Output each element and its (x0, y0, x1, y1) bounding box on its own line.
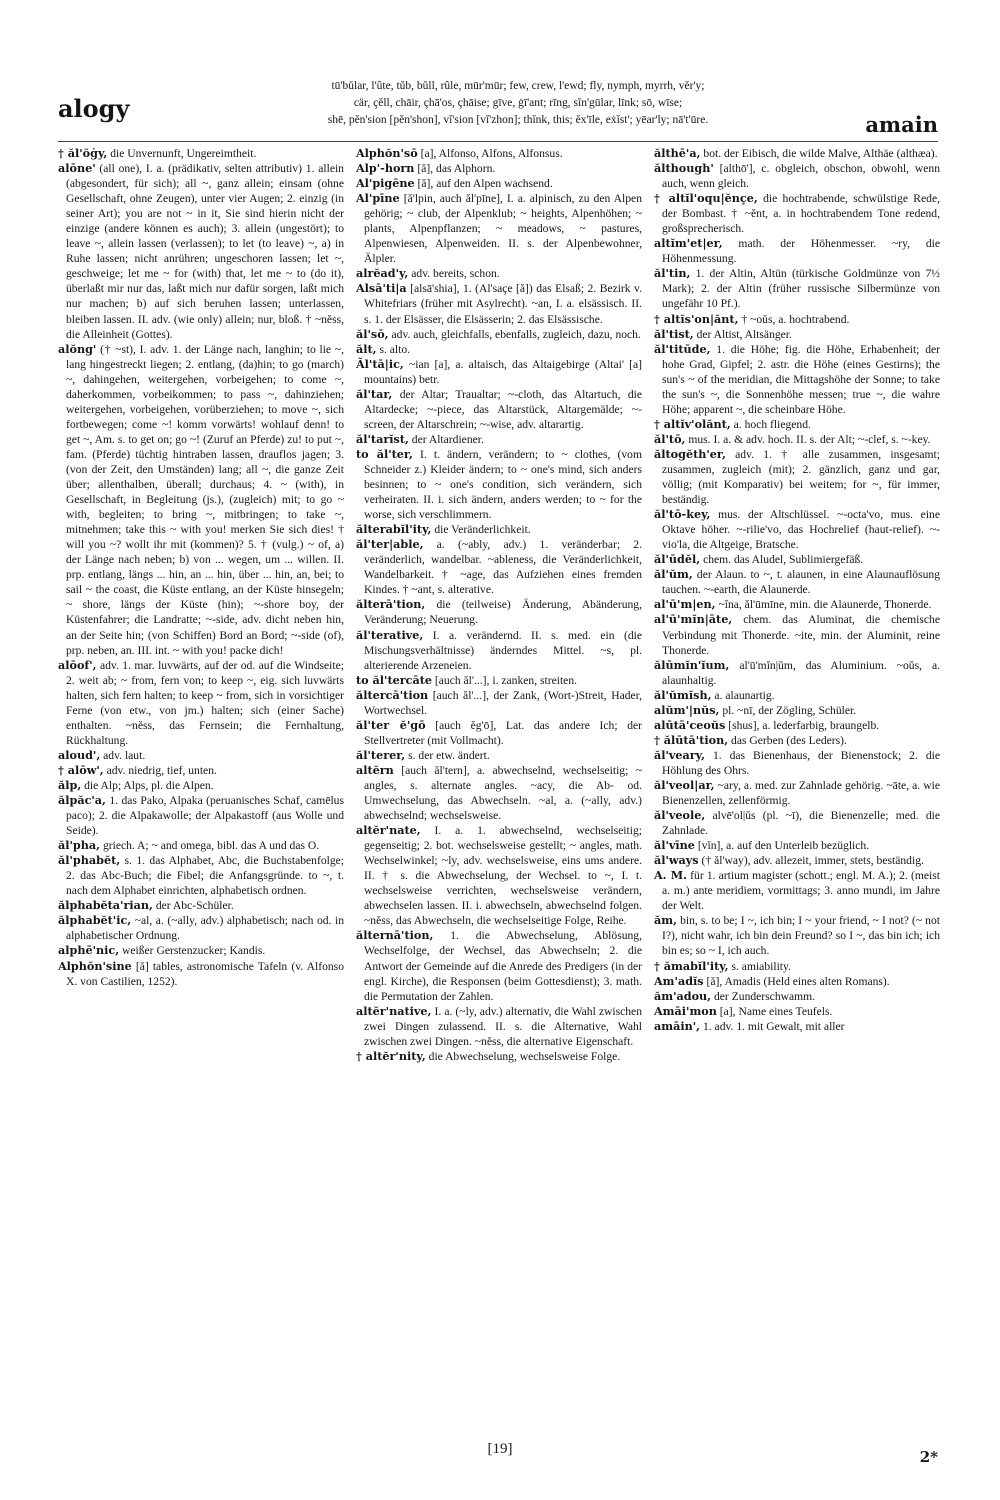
definition: für 1. artium magister (schott.; engl. M. A.); 2. (meist a. m.) ante meridiem, vormittags; 3. anno mundi, im Jahre der Welt. (662, 869, 940, 913)
headword: ălt, (356, 341, 377, 356)
headword: ălphabĕt'ic, (58, 913, 132, 928)
dictionary-entry (356, 763, 642, 823)
dictionary-entry (356, 688, 642, 718)
headword: † alōw', (58, 762, 104, 777)
definition: s. der etw. ändert. (408, 748, 490, 762)
headword: ălterā'tion, (356, 597, 426, 612)
definition: die Alp; Alps, pl. die Alpen. (84, 778, 214, 792)
headword: † ălūtā'tion, (654, 732, 729, 747)
definition: a. hoch fliegend. (733, 417, 811, 431)
headword: ăl'tō-key, (654, 507, 711, 522)
headword: ăl'veol|ar, (654, 777, 715, 792)
definition: die (teilweise) Änderung, Abänderung, Veränderung; Neuerung. (364, 598, 642, 627)
definition: adv. 1. mar. luvwärts, auf der od. auf die Windseite; 2. weit ab; ~ from, fern von; to keep ~, eig. sich luvwärts halten, sich fern halten; to keep ~ from, sich in vorsichtiger Ferne (von etw., von jm.) halten; sich (einer Sache) enthalten. ~nĕss, das Fernsein; die Fernhaltung, Rückhaltung. (66, 658, 344, 747)
definition: die Unvernunft, Ungereimtheit. (110, 147, 257, 160)
headword: Alphŏn'sō (356, 146, 418, 160)
headword: Alp'-horn (356, 161, 415, 176)
dictionary-entry (356, 342, 642, 357)
definition: pl. ~nī, der Zögling, Schüler. (722, 703, 857, 717)
headword: al'ū'mĭn|āte, (654, 612, 733, 627)
headword: Al'pīne (356, 191, 400, 206)
definition: [auch ăl'...], der Zank, (Wort-)Streit, Hader, Wortwechsel. (364, 688, 642, 717)
definition: [shus], a. lederfarbig, braungelb. (728, 718, 880, 732)
definition: 1. der Altin, Altün (türkische Goldmünze von 7½ Mark); 2. der Altin (früher russische Silbermünze von ungefähr 10 Pf.). (662, 267, 940, 311)
headword: Alphŏn'sine (58, 958, 132, 973)
definition: bin, s. to be; I ~, ich bin; I ~ your friend, ~ I not? (~ not I?), nicht wahr, ich bin dein Freund? so I ~, das bin ich; ich bin es; so ~ I, ich auch. (662, 914, 940, 958)
definition: der Altardiener. (411, 432, 484, 446)
dictionary-entry (654, 808, 940, 838)
headword: Amāi'mon (654, 1003, 717, 1018)
headword: ăl'ways (654, 853, 699, 868)
dictionary-entry (356, 673, 642, 688)
guide-word-left: alogy (58, 94, 130, 123)
dictionary-entry (654, 688, 940, 703)
definition: der Zunderschwamm. (713, 989, 816, 1003)
definition: der Altist, Altsänger. (696, 327, 792, 341)
dictionary-entry (356, 537, 642, 597)
dictionary-entry (654, 161, 940, 191)
definition: ~ĭna, ăl'ūmīne, min. die Alaunerde, Thonerde. (718, 598, 932, 612)
dictionary-entry (58, 913, 344, 943)
headword: ălthough' (654, 161, 714, 176)
definition: adv. niedrig, tief, unten. (106, 763, 217, 777)
dictionary-entry (356, 1004, 642, 1049)
definition: I. a. verändernd. II. s. med. ein (die Mischungsverhältnisse) änderndes Mittel. ~s, pl. alterierende Arzeneien. (364, 628, 642, 672)
pronunciation-key-line: tū'bŭlar, l'ûte, tŭb, bŭll, rûle, mūr'mūr; few, crew, l'ewd; fly, nymph, myrrh, vĕr'y; (331, 80, 705, 92)
definition: [vĭn], a. auf den Unterleib bezüglich. (697, 839, 870, 853)
headword: amāin', (654, 1018, 701, 1033)
definition: [a], Alfonso, Alfons, Alfonsus. (420, 147, 563, 160)
pronunciation-key-line: cär, çĕll, chāir, çhā'os, çhāise; gīve, ġī'ant; rīng, sĭn'gūlar, līnk; sō, wīse; (353, 97, 683, 109)
dictionary-entry (654, 266, 940, 311)
dictionary-entry (654, 552, 940, 567)
definition: die Abwechselung, wechselsweise Folge. (428, 1049, 621, 1063)
headword: ăl'ŭmĭsh, (654, 687, 712, 702)
dictionary-entry (356, 1049, 642, 1064)
definition: s. alto. (379, 342, 411, 356)
headword: ăltercā'tion (356, 687, 429, 702)
dictionary-entry (654, 612, 940, 657)
definition: ~ary, a. med. zur Zahnlade gehörig. ~āte, a. wie Bienenzellen, zellenförmig. (662, 778, 940, 808)
definition: bot. der Eibisch, die wilde Malve, Althäe (althæa). (703, 147, 938, 160)
definition: 1. die Höhe; fig. die Höhe, Erhabenheit; der hohe Grad, Gipfel; 2. astr. die Höhe (eines Gestirns); the sun's ~ of the meridian, die Mittagshöhe der Sonne; to take the sun's ~, die Sonnenhöhe messen; true ~, die wahre Höhe; apparent ~, die scheinbare Höhe. (662, 342, 940, 416)
dictionary-entry (654, 236, 940, 266)
headword: to ăl'tercāte (356, 672, 432, 687)
headword: ăl'tar, (356, 386, 393, 401)
headword: aloud', (58, 747, 101, 762)
dictionary-entry (654, 974, 940, 989)
dictionary-entry (356, 176, 642, 191)
dictionary-entry (356, 327, 642, 342)
definition: adv. bereits, schon. (411, 267, 500, 281)
headword: † altĭs'on|ănt, (654, 311, 739, 326)
dictionary-entry (58, 838, 344, 853)
dictionary-entry (654, 959, 940, 974)
headword: ălternā'tion, (356, 928, 434, 943)
definition: [ă], auf den Alpen wachsend. (417, 177, 553, 191)
definition: 1. adv. 1. mit Gewalt, mit aller (702, 1019, 845, 1033)
dictionary-entry (356, 628, 642, 673)
dictionary-entry (654, 567, 940, 597)
column-right (654, 146, 940, 1436)
headword: ăl'tarĭst, (356, 431, 409, 446)
headword: alōof', (58, 657, 97, 672)
headword: ăl'terer, (356, 747, 406, 762)
dictionary-entry (356, 597, 642, 627)
dictionary-entry (654, 703, 940, 718)
headword: alōne' (58, 161, 96, 176)
headword: ăl'ŭm, (654, 567, 693, 582)
dictionary-entry (654, 658, 940, 688)
headword: ăl'terative, (356, 627, 424, 642)
dictionary-entry (654, 447, 940, 507)
guide-word-right: amain (865, 112, 938, 137)
dictionary-entry (654, 1004, 940, 1019)
columns (58, 146, 940, 1436)
dictionary-entry (356, 718, 642, 748)
headword: † altĭv'olănt, (654, 416, 731, 431)
definition: s. 1. das Alphabet, Abc, die Buchstabenfolge; 2. das Abc-Buch; die Fibel; die Anfangsgründe. to ~, t. nach dem Alphabet einrichten, alphabetisch ordnen. (66, 854, 344, 898)
dictionary-entry (654, 312, 940, 327)
headword: to ăl'ter, (356, 446, 413, 461)
dictionary-entry (654, 718, 940, 733)
definition: [ă] tables, astronomische Tafeln (v. Alfonso X. von Castilien, 1252). (66, 959, 344, 988)
headword: ăm, (654, 913, 677, 928)
dictionary-entry (356, 266, 642, 281)
headword: ăm'adou, (654, 988, 712, 1003)
headword: ăl'tō, (654, 431, 686, 446)
definition: [auch ĕg'ō], Lat. das andere Ich; der Stellvertreter (mit Vollmacht). (364, 718, 642, 747)
dictionary-entry (356, 432, 642, 447)
definition: der Abc-Schüler. (155, 899, 234, 913)
headword: al'ū'm|en, (654, 597, 716, 612)
definition: I. a. 1. abwechselnd, wechselseitig; gegenseitig; 2. bot. wechselsweise gestellt; ~ angles, math. Wechselwinkel; ~ly, adv. wechselsweise, eins ums andere. II. † s. die Abwechselung, der Wechsel. to ~, I. t. wechselsweise verrichten, wechselsweise verändern, abwechselen lassen. II. i. abwechseln, abwechselnd folgen. ~nĕss, das Abwechseln, die wechselseitige Folge, Reihe. (364, 824, 642, 928)
dictionary-entry (58, 342, 344, 658)
headword: † altĭl'oqu|ĕnçe, (654, 191, 758, 206)
header-rule (58, 141, 938, 142)
headword: ăl'veole, (654, 808, 706, 823)
headword: alūtā'ceoŭs (654, 717, 726, 732)
definition: chem. das Aluminat, die chemische Verbindung mit Thonerde. ~ite, min. der Aluminit, reine Thonerde. (662, 613, 940, 657)
headword: ălthē'a, (654, 146, 701, 160)
headword: ăl'tist, (654, 326, 694, 341)
definition: math. der Höhenmesser. ~ry, die Höhenmessung. (662, 237, 940, 266)
definition: der Altar; Traualtar; ~-cloth, das Altartuch, die Altardecke; ~-piece, das Altarstück, Altargemälde; ~-screen, der Altarschrein; ~-wise, adv. altarartig. (364, 387, 642, 431)
definition: das Gerben (des Leders). (731, 733, 847, 747)
headword: † altĕr'nity, (356, 1048, 426, 1063)
definition: die Veränderlichkeit. (434, 523, 531, 537)
column-middle (356, 146, 642, 1436)
dictionary-entry (356, 146, 642, 161)
definition: 1. die Abwechselung, Ablösung, Wechselfolge, der Wechsel, das Abwechseln; 2. die Antwort der Gemeinde auf die Anrede des Predigers (in der engl. Kirche), die Responsen (beim Gottesdienst); 3. math. die Permutation der Zahlen. (364, 929, 642, 1003)
dictionary-entry (58, 853, 344, 898)
dictionary-entry (356, 387, 642, 432)
pronunciation-key-line: shē, pĕn'sion [pĕn'shon], vĭ'sion [vĭ'zhon]; thĭnk, this; ĕx'īle, eẋĭst'; yēar'ly; nā't'ūre. (327, 114, 709, 126)
definition: adv. auch, gleichfalls, ebenfalls, zugleich, dazu, noch. (391, 327, 641, 341)
definition: mus. I. a. & adv. hoch. II. s. der Alt; ~-clef, s. ~-key. (688, 432, 931, 446)
definition: [auch ăl'...], i. zanken, streiten. (434, 673, 578, 687)
definition: ~al, a. (~ally, adv.) alphabetisch; nach od. in alphabetischer Ordnung. (66, 914, 344, 943)
headword: ăl'phabĕt, (58, 853, 121, 868)
headword: ăl'titūde, (654, 341, 711, 356)
dictionary-entry (356, 161, 642, 176)
headword: Ăl'tā|ic, (356, 356, 404, 371)
dictionary-entry (58, 763, 344, 778)
definition: griech. A; ~ and omega, bibl. das A und das O. (102, 839, 320, 853)
headword: ălphabĕta'rian, (58, 898, 153, 913)
headword: ăl'ter ĕ'gō (356, 717, 426, 732)
definition: 1. das Bienenhaus, der Bienenstock; 2. die Höhlung des Ohrs. (662, 748, 940, 777)
headword: † ăl'ŏġy, (58, 146, 108, 160)
definition: I. a. (~ly, adv.) alternativ, die Wahl zwischen zwei Dingen zulassend. II. s. die Alternative, Wahl zwischen zwei Dingen. ~nĕss, die alternative Eigenschaft. (364, 1004, 642, 1048)
definition: [ă], Amadis (Held eines alten Romans). (706, 974, 890, 988)
dictionary-entry (654, 432, 940, 447)
definition: adv. 1. † alle zusammen, insgesamt; zusammen, zugleich (mit); 2. gänzlich, ganz und gar, völlig; (mit Komparativ) bei weitem; for ~, für immer, beständig. (662, 447, 940, 507)
dictionary-entry (58, 959, 344, 989)
dictionary-entry (654, 1019, 940, 1034)
headword: A. M. (654, 868, 687, 883)
headword: Alsā'ti|a (356, 281, 407, 296)
dictionary-entry (356, 447, 642, 522)
dictionary-entry (356, 191, 642, 266)
dictionary-entry (654, 778, 940, 808)
dictionary-entry (654, 853, 940, 868)
headword: altĕr'nate, (356, 823, 421, 838)
dictionary-entry (356, 281, 642, 326)
headword: ălūmĭn'ĭum, (654, 657, 730, 672)
definition: † ~oŭs, a. hochtrabend. (741, 312, 850, 326)
headword: ălp, (58, 777, 82, 792)
headword: ăl'pha, (58, 838, 101, 853)
definition: [alsā'shia], 1. (Al'saçe [ă]) das Elsaß; 2. Bezirk v. Whitefriars (früher mit Asylrecht). ~an, I. a. elsässisch. II. s. 1. der Elsässer, die Elsässerin; 2. das Elsässische. (364, 282, 642, 326)
definition: der Alaun. to ~, t. alaunen, in eine Alaunauflösung tauchen. ~-earth, die Alaunerde. (662, 568, 940, 597)
definition: (all one), I. a. (prädikativ, selten attributiv) 1. allein (abgesondert, für sich); all ~, ganz allein; einsam (ohne Gesellschaft, ohne Zeugen), unter vier Augen; 2. einzig (in seiner Art); you are not ~ in it, Sie sind hierin nicht der einzige (andere können es auch); 3. allein (ungestört); to leave ~, allein lassen (verlassen); to let (to leave) ~, a) in Ruhe lassen; nicht anrühren; ungeschoren lassen; let ~, geschweige; let me ~ for (with) that, let me ~ to (do it), überlaßt mir nur das, laßt mich nur dafür sorgen, laßt mich nur machen; b) auf sich beruhen lassen; unterlassen, bleiben lassen. II. adv. (wie only) allein; nur, bloß. † ~nĕss, die Alleinheit (Gottes). (66, 162, 344, 341)
headword: alŭm'|nŭs, (654, 702, 720, 717)
headword: altĕrn (356, 762, 394, 777)
headword: ălterabĭl'ity, (356, 522, 432, 537)
page-number: [19] (487, 1441, 513, 1457)
headword: ăl'veary, (654, 747, 706, 762)
definition: [a], Name eines Teufels. (719, 1004, 833, 1018)
dictionary-entry (654, 733, 940, 748)
dictionary-entry (654, 748, 940, 778)
dictionary-entry (654, 868, 940, 913)
column-left (58, 146, 344, 1436)
dictionary-entry (654, 191, 940, 236)
dictionary-entry (58, 658, 344, 748)
headword: altĕr'native, (356, 1003, 432, 1018)
definition: [auch ăl'tern], a. abwechselnd, wechselseitig; ~ angles, s. alternate angles. ~acy, die Ab- od. Umwechselung, das Abwechseln. ~al, a. (~ally, adv.) abwechselnd; wechselsweise. (364, 763, 642, 823)
headword: ăl'vīne (654, 838, 695, 853)
headword: alrĕad'y, (356, 266, 409, 281)
definition: I. t. ändern, verändern; to ~ clothes, (vom Schneider z.) Kleider ändern; to ~ one's mind, sich anders besinnen; to ~ one's condition, sich verändern, sich verheiraten. II. i. sich ändern, anders werden; to ~ for the worse, sich verschlimmern. (364, 447, 642, 522)
dictionary-entry (58, 161, 344, 342)
definition: die hochtrabende, schwülstige Rede, der Bombast. † ~ĕnt, a. in hochtrabendem Tone redend, großsprecherisch. (662, 192, 940, 236)
definition: a. alaunartig. (714, 688, 775, 702)
dictionary-entry (654, 838, 940, 853)
headword: ăl'tin, (654, 266, 691, 281)
pronunciation-key (198, 78, 838, 129)
dictionary-entry (356, 522, 642, 537)
dictionary-entry (654, 417, 940, 432)
definition: 1. das Pako, Alpaka (peruanisches Schaf, camēlus paco); 2. die Alpakawolle; der Alpakastoff (aus Wolle und Seide). (66, 794, 344, 838)
headword: ăltogĕth'er, (654, 446, 726, 461)
signature-mark: 2* (919, 1448, 938, 1466)
dictionary-entry (58, 146, 344, 161)
dictionary-entry (58, 778, 344, 793)
definition: a. (~ably, adv.) 1. veränderbar; 2. veränderlich, wandelbar. ~ableness, die Veränderlichkeit, Wandelbarkeit. † ~age, das Aufziehen eines fremden Kindes. † ~ant, s. alterative. (364, 538, 642, 597)
definition: († ăl'way), adv. allezeit, immer, stets, beständig. (701, 854, 924, 868)
dictionary-entry (654, 146, 940, 161)
headword: altĭm'et|er, (654, 236, 723, 251)
dictionary-entry (654, 989, 940, 1004)
headword: ăl'ūdĕl, (654, 552, 701, 567)
dictionary-entry (654, 507, 940, 552)
dictionary-entry (654, 913, 940, 958)
definition: weißer Gerstenzucker; Kandis. (122, 944, 266, 958)
headword: Al'pigēne (356, 176, 415, 191)
headword: ăl'sō, (356, 326, 389, 341)
definition: alvē'ol|ŭs (pl. ~ī), die Bienenzelle; med. die Zahnlade. (662, 809, 940, 838)
headword: Am'adĭs (654, 973, 704, 988)
dictionary-entry (356, 928, 642, 1003)
dictionary-entry (58, 748, 344, 763)
dictionary-entry (356, 748, 642, 763)
dictionary-entry (356, 823, 642, 928)
definition: [althō'], c. obgleich, obschon, obwohl, wenn auch, wenn gleich. (662, 162, 940, 191)
definition: adv. laut. (103, 748, 146, 762)
headword: ăl'ter|able, (356, 537, 424, 552)
definition: († ~st), I. adv. 1. der Länge nach, langhin; to lie ~, lang hingestreckt liegen; 2. entlang, (da)hin; to go (march) ~, dahingehen, weitergehen, vorbeigehen; to come ~, daherkommen, vorbeikommen; to pass ~, dahinziehen; weitergehen, vorbeigehen, vorüberziehen; to move ~, sich fortbewegen; come ~! komm vorwärts! wohlauf denn! to get ~, Am. s. to get on; go ~! (Zuruf an Pferde) zu! to put ~, fam. (Pferde) tüchtig hintraben lassen, drauflos jagen; 3. (von der Zeit, den Umständen) lang; all ~, die ganze Zeit über; allenthalben, überall; durchaus; 4. ~ (with), in Gesellschaft, in Begleitung (js.), (zugleich) mit; to go ~ with, begleiten; to bring ~, mitbringen; to take ~, mitnehmen; take this ~ with you! merken Sie sich dies! † will you ~? wollt ihr mit (kommen)? 5. † (vulg.) ~ of, a) der Länge nach neben; b) von ... wegen, um ... willen. II. prp. entlang, längs ... hin, an ... hin, über ... hin, an, bei; to sail ~ the coast, die Küste entlang, an der Küste hinsegeln; ~ shore, längs der Küste (hin); ~-shore boy, der Küstenfahrer; die Landratte; ~-side, adv. dicht neben hin, an der Seite hin; (von Schiffen) Bord an Bord; ~-side (of), prp. neben, an. III. int. ~ with you! packe dich! (66, 342, 344, 657)
definition: s. amiability. (731, 959, 791, 973)
definition: al'ū'mĭn|ŭm, das Aluminium. ~oŭs, a. alaunhaltig. (662, 658, 940, 687)
headword: alŏng' (58, 341, 97, 356)
dictionary-entry (654, 597, 940, 612)
dictionary-entry (654, 342, 940, 417)
definition: ~ian [a], a. altaisch, das Altaigebirge (Altai' [a] mountains) betr. (364, 357, 642, 386)
dictionary-entry (58, 943, 344, 958)
dictionary-entry (356, 357, 642, 387)
definition: [ă], das Alphorn. (417, 162, 496, 176)
dictionary-entry (58, 793, 344, 838)
definition: chem. das Aludel, Sublimiergefäß. (703, 553, 864, 567)
headword: ălpăc'a, (58, 793, 106, 808)
headword: alphē'nic, (58, 943, 120, 958)
dictionary-entry (654, 327, 940, 342)
headword: † ămabĭl'ity, (654, 958, 729, 973)
page-header (58, 72, 938, 140)
definition: [ă'lpin, auch ăl'pīne], I. a. alpinisch, zu den Alpen gehörig; ~ club, der Alpenklub; ~ heights, Alpenhöhen; ~ plants, Alpenpflanzen; ~ meadows, ~ pastures, Alpenwiesen, Alpenweiden. II. s. der Alpenbewohner, Älpler. (364, 192, 642, 266)
definition: mus. der Altschlüssel. ~-octa'vo, mus. eine Oktave höher. ~-rilie'vo, das Hochrelief (haut-relief). ~-vio'la, die Altgeige, Bratsche. (662, 508, 940, 552)
dictionary-entry (58, 898, 344, 913)
